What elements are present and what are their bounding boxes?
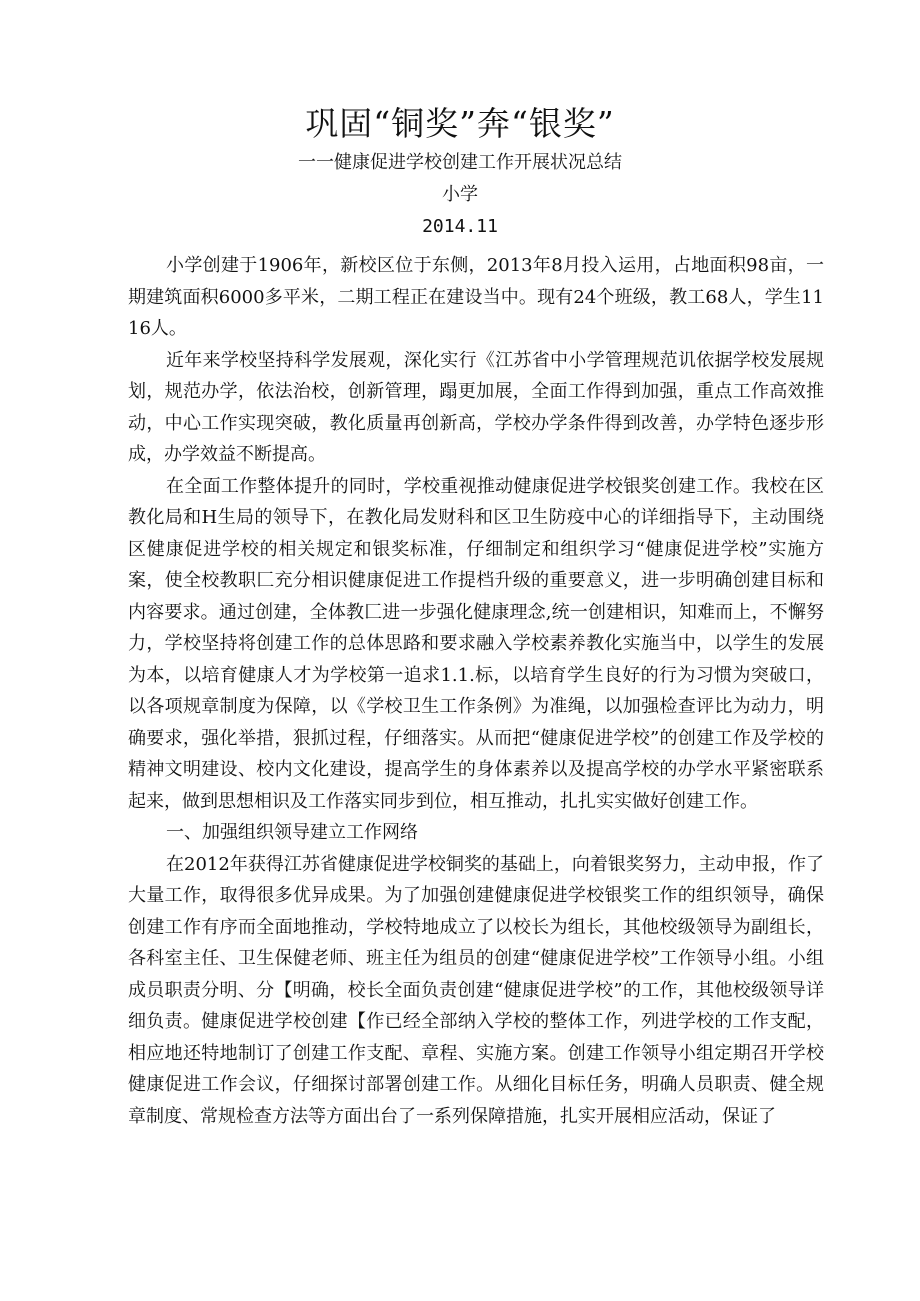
paragraph-creation-work: 在全面工作整体提升的同时，学校重视推动健康促进学校银奖创建工作。我校在区教化局和H生局的领导下，在教化局发财科和区卫生防疫中心的详细指导下，主动围绕区健康促进学校的相关规定和银奖标准，仔细制定和组织学习“健康促进学校”实施方案，使全校教职匚充分相识健康促进工作提档升级的重要意义，进一步明确创建目标和内容要求。通过创建，全体教匚进一步强化健康理念,统一创建相识，知难而上，不懈努力，学校坚持将创建工作的总体思路和要求融入学校素养教化实施当中，以学生的发展为本，以培育健康人才为学校第一追求1.1.标，以培育学生良好的行为习惯为突破口，以各项规章制度为保障，以《学校卫生工作条例》为准绳，以加强检查评比为动力，明确要求，强化举措，狠抓过程，仔细落实。从而把“健康促进学校”的创建工作及学校的精神文明建设、校内文化建设，提高学生的身体素养以及提高学校的办学水平紧密联系起来，做到思想相识及工作落实同步到位，相互推动，扎扎实实做好创建工作。 [128, 475, 824, 812]
paragraph-section-one: 在2012年获得江苏省健康促进学校铜奖的基础上，向着银奖努力，主动申报，作了大量工作，取得很多优异成果。为了加强创建健康促进学校银奖工作的组织领导，确保创建工作有序而全面地推动，学校特地成立了以校长为组长，其他校级领导为副组长，各科室主任、卫生保健老师、班主任为组员的创建“健康促进学校”工作领导小组。小组成员职责分明、分【明确，校长全面负责创建“健康促进学校”的工作，其他校级领导详细负责。健康促进学校创建【作已经全部纳入学校的整体工作，列进学校的工作支配，相应地还特地制订了创建工作支配、章程、实施方案。创建工作领导小组定期召开学校健康促进工作会议，仔细探讨部署创建工作。从细化目标任务，明确人员职责、健全规章制度、常规检查方法等方面出台了一系列保障措施，扎实开展相应活动，保证了 [128, 853, 824, 1127]
document-title: 巩固“铜奖”奔“银奖” [305, 104, 615, 143]
document-body [128, 250, 824, 1132]
section-heading: 一、加强组织领导建立工作网络 [166, 822, 418, 843]
paragraph-development: 近年来学校坚持科学发展观，深化实行《江苏省中小学管理规范讥依据学校发展规划，规范办学，依法治校，创新管理，蹋更加展，全面工作得到加强，重点工作高效推动，中心工作实现突破，教化质量再创新高，学校办学条件得到改善，办学特色逐步形成，办学效益不断提高。 [128, 349, 824, 465]
document-subtitle: 一一健康促进学校创建工作开展状况总结 [298, 152, 622, 173]
paragraph-intro: 小学创建于1906年，新校区位于东侧，2013年8月投入运用，占地面积98亩，一期建筑面积6000多平米，二期工程正在建设当中。现有24个班级，教工68人，学生1116人。 [128, 255, 824, 339]
document-date: 2014.11 [422, 216, 498, 237]
school-name: 小学 [442, 184, 478, 205]
